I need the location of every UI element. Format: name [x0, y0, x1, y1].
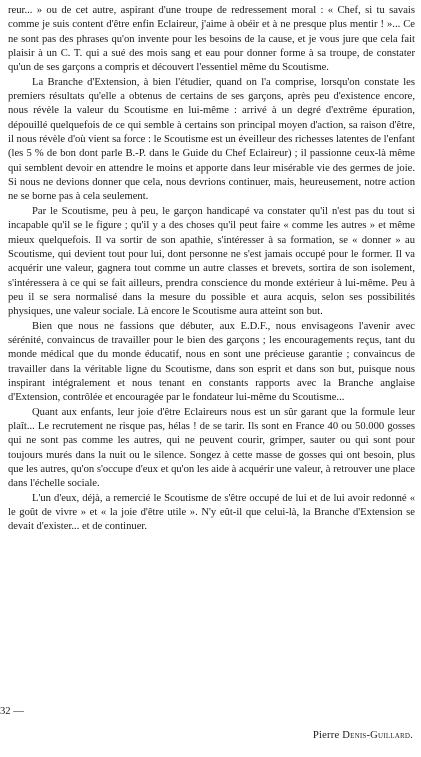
paragraph-6: L'un d'eux, déjà, a remercié le Scoutisme de s'être occupé de lui et de lui avoir redonné « le goût de vivre » et « la joie d'être utile ». N'y eût-il que celui-là, la Branche d'Extension se devait d'exister... et de continuer.: [8, 492, 415, 533]
author-last-name: Denis-Guillard.: [342, 730, 413, 741]
paragraph-2: La Branche d'Extension, à bien l'étudier, quand on l'a comprise, lorsqu'on constate les premiers résultats qu'elle a obtenus de certains de ses garçons, après peu d'existence encore, nous révèle la valeur du Scoutisme en lui-même : arrivé à un degré d'extrême épuration, dépouillé quelquefois de ce qui semble à certains son principal moyen d'action, sa raison d'être, il nous révèle d'où vient sa force : le Scoutisme est un éveilleur des richesses latentes de l'enfant (les 5 % de bon dont parle B.-P. dans le Guide du Chef Eclaireur) ; il passionne ceux-là même qui semblent devoir en attendre le moins et apporte dans leur misérable vie des germes de joie. Si nous ne devions donner que cela, nous devrions continuer, mais, heureusement, notre action ne se borne pas à cela seulement.: [8, 76, 415, 203]
document-page: [0, 4, 415, 752]
paragraph-3: Par le Scoutisme, peu à peu, le garçon handicapé va constater qu'il n'est pas du tout si incapable qu'il se le figure ; qu'il y a des choses qu'il peut faire « comme les autres » et même mieux quelquefois. Il va sortir de son apathie, s'intéresser à sa formation, se « donner » au Scoutisme, qui devient tout pour lui, dont personne ne s'est jamais occupé pour le former. Il va acquérir une valeur, gagnera tout comme un autre classes et brevets, sortira de son isolement, s'intéressera à ce qui se fait ailleurs, prendra conscience du monde extérieur à lui-même. Peu à peu il se sera normalisé dans la mesure du possible et aura acquis, selon ses possibilités physiques, une valeur sociale. Là encore le Scoutisme aura atteint son but.: [8, 205, 415, 318]
paragraph-4: Bien que nous ne fassions que débuter, aux E.D.F., nous envisageons l'avenir avec sérénité, convaincus de travailler pour le bien des garçons ; les encouragements reçus, tant du monde médical que du monde éducatif, nous en sont une précieuse garantie ; convaincus de travailler dans la véritable ligne du Scoutisme, dans son esprit et dans son but, puisque nous inspirant intégralement et nous tenant en constants rapports avec la Branche anglaise d'Extension, contrôlée et encouragée par le fondateur lui-même du Scoutisme...: [8, 320, 415, 404]
author-first-name: Pierre: [312, 730, 340, 741]
author-signature: [313, 730, 413, 741]
paragraph-1: reur... » ou de cet autre, aspirant d'une troupe de redressement moral : « Chef, si tu savais comme je suis content d'être enfin Eclaireur, j'aime à obéir et à ne presque plus mentir ! »... Ce ne sont pas des phrases qu'on invente pour les besoins de la cause, et je vous jure que cela fait plaisir à un C. T. qui a sué des mois sang et eau pour donner forme à sa troupe, de constater qu'un de ses garçons a compris et découvert l'essentiel même du Scoutisme.: [8, 5, 415, 74]
paragraph-5: Quant aux enfants, leur joie d'être Eclaireurs nous est un sûr garant que la formule leur plaît... Le recrutement ne risque pas, hélas ! de se tarir. Ils sont en France 40 ou 50.000 gosses qui ne sont pas comme les autres, qui ne peuvent courir, grimper, sauter ou qui sont pour toujours murés dans la nuit ou le silence. Songez à cette masse de gosses qui ont besoin, plus que les autres, qu'on s'occupe d'eux et qu'on les aide à acquérir une valeur, à retrouver une place dans l'échelle sociale.: [8, 406, 415, 490]
footer-row: [0, 706, 415, 746]
page-number: 32 —: [0, 706, 24, 717]
